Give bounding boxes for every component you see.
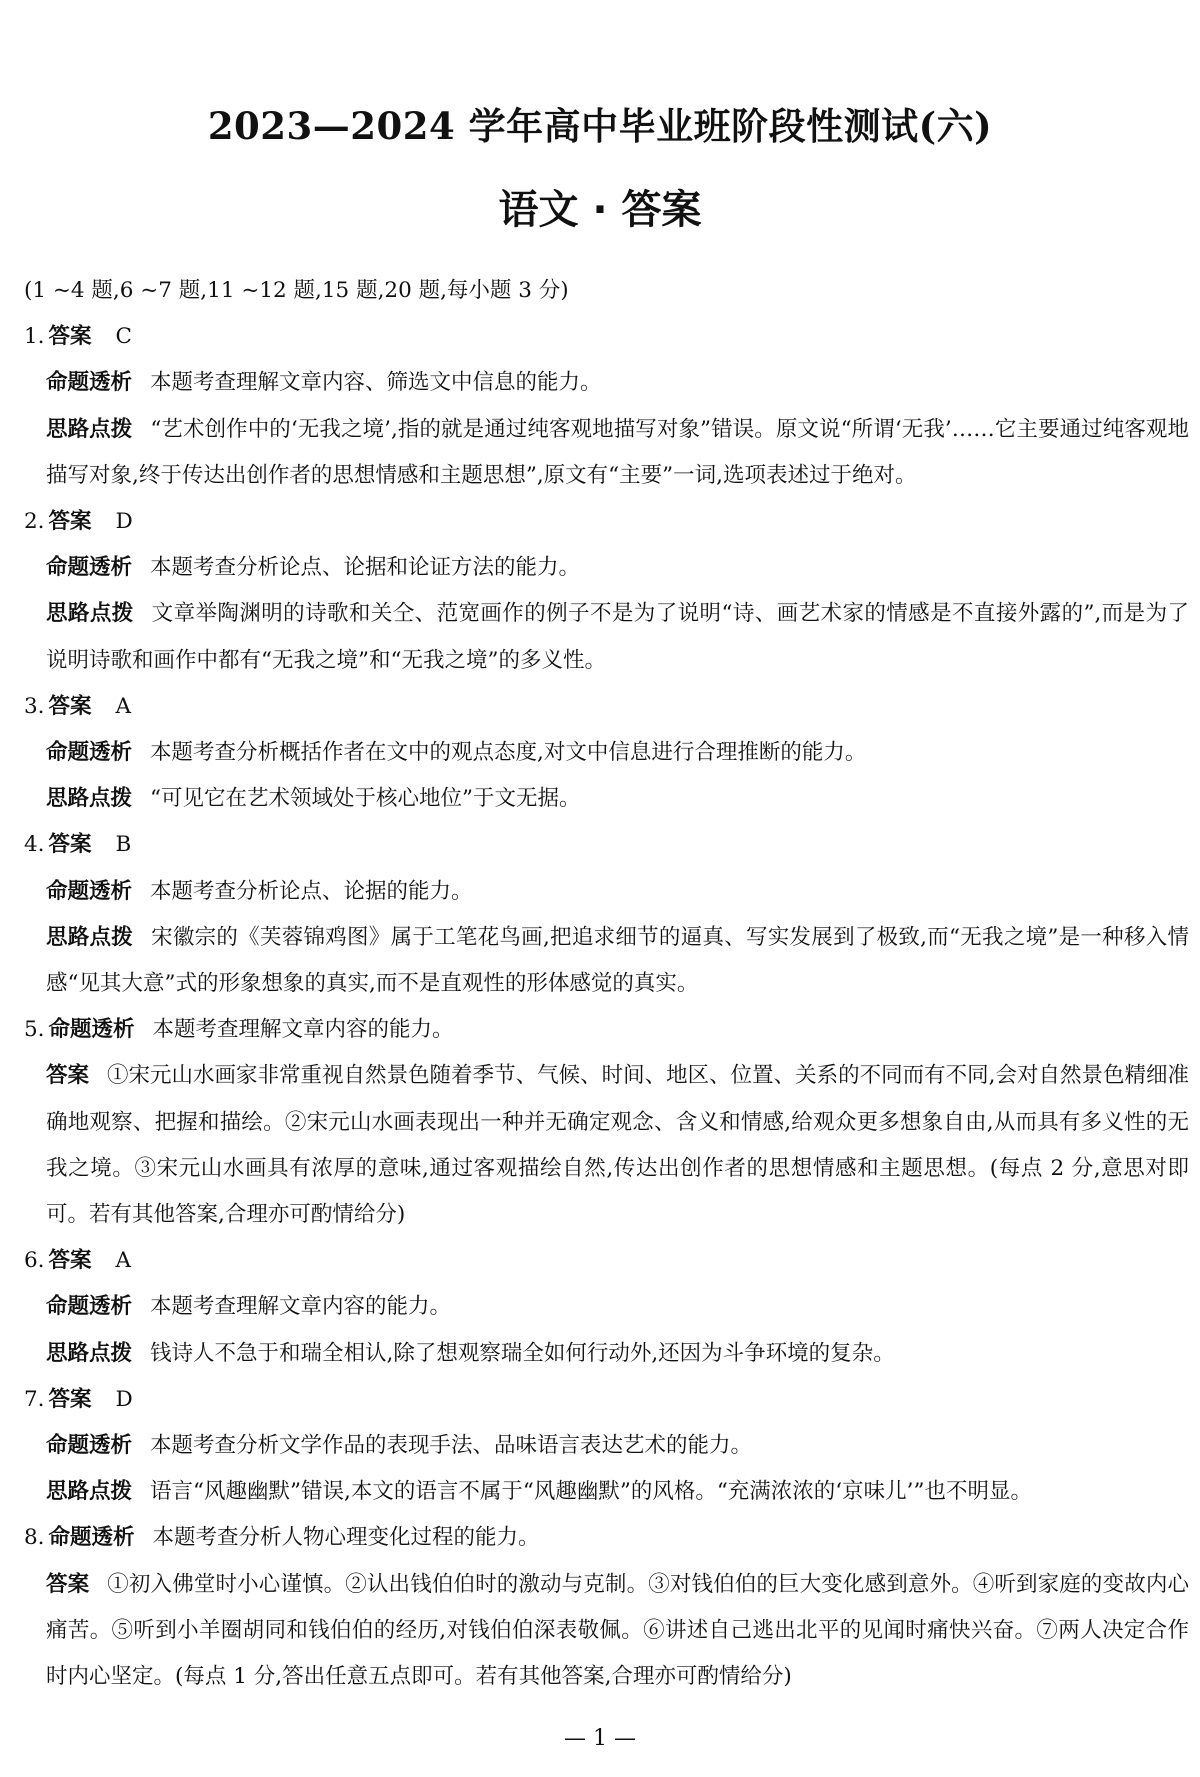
q7-analysis-line [24,1423,1189,1469]
q6-analysis-label: 命题透析 [46,1294,133,1320]
q1-analysis: 本题考查理解文章内容、筛选文中信息的能力。 [150,370,602,396]
q1-answer-line [24,314,1189,360]
q2-tips: 文章举陶渊明的诗歌和关仝、范宽画作的例子不是为了说明“诗、画艺术家的情感是不直接外露的”,而是为了说明诗歌和画作中都有“无我之境”和“无我之境”的多义性。 [46,601,1189,673]
q2-answer-label: 答案 [48,509,92,535]
q3-analysis: 本题考查分析概括作者在文中的观点态度,对文中信息进行合理推断的能力。 [150,740,867,766]
q8-analysis-line [24,1515,1189,1561]
q4-answer-line [24,822,1189,868]
q3-tips-line [24,776,1189,822]
q3-answer: A [115,693,132,719]
q5-answer-text: ①宋元山水画家非常重视自然景色随着季节、气候、时间、地区、位置、关系的不同而有不同,会对自然景色精细准确地观察、把握和描绘。②宋元山水画表现出一种并无确定观念、含义和情感,给观众更多想象自由,从而具有多义性的无我之境。③宋元山水画具有浓厚的意味,通过客观描绘自然,传达出创作者的思想情感和主题思想。(每点 2 分,意思对即可。若有其他答案,合理亦可酌情给分) [46,1063,1189,1228]
q6-number: 6. [24,1248,45,1274]
q7-answer: D [115,1386,133,1412]
q4-answer: B [115,832,132,858]
q3-answer-label: 答案 [48,693,92,719]
q1-analysis-label: 命题透析 [46,370,133,396]
answer-content [24,268,1189,1700]
q6-answer-line [24,1238,1189,1284]
q2-number: 2. [24,509,45,535]
q5-answer-line [24,1053,1189,1238]
q8-answer-label: 答案 [46,1571,90,1597]
q2-analysis-line [24,545,1189,591]
q2-tips-line [24,591,1189,683]
q6-analysis: 本题考查理解文章内容的能力。 [150,1294,452,1320]
page-subtitle: 语文 · 答案 [498,187,702,233]
q4-tips-line [24,915,1189,1007]
q3-answer-line [24,684,1189,730]
q2-answer-line [24,499,1189,545]
q3-analysis-label: 命题透析 [46,740,133,766]
q4-analysis: 本题考查分析论点、论据的能力。 [150,878,473,904]
q7-number: 7. [24,1386,45,1412]
q7-analysis-label: 命题透析 [46,1433,133,1459]
q4-number: 4. [24,832,45,858]
q8-analysis: 本题考查分析人物心理变化过程的能力。 [152,1525,540,1551]
q2-analysis-label: 命题透析 [46,555,133,581]
q4-tips-label: 思路点拨 [46,924,134,950]
q3-tips: “可见它在艺术领域处于核心地位”于文无据。 [150,786,581,812]
page-title: 2023—2024 学年高中毕业班阶段性测试(六) [207,104,993,148]
q7-tips: 语言“风趣幽默”错误,本文的语言不属于“风趣幽默”的风格。“充满浓浓的‘京味儿’”也不明显。 [150,1479,1032,1505]
q3-number: 3. [24,693,45,719]
q1-tips-line [24,407,1189,499]
q7-answer-label: 答案 [48,1386,92,1412]
q6-tips: 钱诗人不急于和瑞全相认,除了想观察瑞全如何行动外,还因为斗争环境的复杂。 [150,1340,895,1366]
score-note: (1 ~4 题,6 ~7 题,11 ~12 题,15 题,20 题,每小题 3 分) [24,278,569,303]
page-number: — 1 — [564,1726,636,1751]
q2-answer: D [115,509,133,535]
q6-answer-label: 答案 [48,1248,92,1274]
q8-number: 8. [24,1525,45,1551]
q4-tips: 宋徽宗的《芙蓉锦鸡图》属于工笔花鸟画,把追求细节的逼真、写实发展到了极致,而“无我之境”是一种移入情感“见其大意”式的形象想象的真实,而不是直观性的形体感觉的真实。 [46,924,1189,997]
q1-number: 1. [24,324,45,350]
q8-analysis-label: 命题透析 [48,1525,135,1551]
q1-answer-label: 答案 [48,324,92,350]
q4-analysis-label: 命题透析 [46,878,133,904]
q6-answer: A [115,1248,132,1274]
q1-answer: C [115,324,132,350]
q2-analysis: 本题考查分析论点、论据和论证方法的能力。 [150,555,581,581]
q4-analysis-line [24,869,1189,915]
q6-tips-line [24,1331,1189,1377]
q7-analysis: 本题考查分析文学作品的表现手法、品味语言表达艺术的能力。 [150,1433,753,1459]
q7-tips-line [24,1469,1189,1515]
q5-analysis-label: 命题透析 [48,1017,135,1043]
q4-answer-label: 答案 [48,832,92,858]
q5-answer-label: 答案 [46,1063,90,1089]
q7-answer-line [24,1377,1189,1423]
q3-tips-label: 思路点拨 [46,786,133,812]
q1-analysis-line [24,360,1189,406]
q1-tips-label: 思路点拨 [46,416,133,442]
q8-answer-line [24,1562,1189,1701]
q5-number: 5. [24,1017,45,1043]
q2-tips-label: 思路点拨 [46,601,134,627]
q5-analysis: 本题考查理解文章内容的能力。 [152,1017,454,1043]
q3-analysis-line [24,730,1189,776]
q7-tips-label: 思路点拨 [46,1479,133,1505]
q1-tips: “艺术创作中的‘无我之境’,指的就是通过纯客观地描写对象”错误。原文说“所谓‘无我’……它主要通过纯客观地描写对象,终于传达出创作者的思想情感和主题思想”,原文有“主要”一词,选项表述过于绝对。 [46,416,1189,488]
q8-answer-text: ①初入佛堂时小心谨慎。②认出钱伯伯时的激动与克制。③对钱伯伯的巨大变化感到意外。④听到家庭的变故内心痛苦。⑤听到小羊圈胡同和钱伯伯的经历,对钱伯伯深表敬佩。⑥讲述自己逃出北平的见闻时痛快兴奋。⑦两人决定合作时内心坚定。(每点 1 分,答出任意五点即可。若有其他答案,合理亦可酌情给分) [46,1571,1189,1690]
q6-analysis-line [24,1284,1189,1330]
q6-tips-label: 思路点拨 [46,1340,133,1366]
q5-analysis-line [24,1007,1189,1053]
